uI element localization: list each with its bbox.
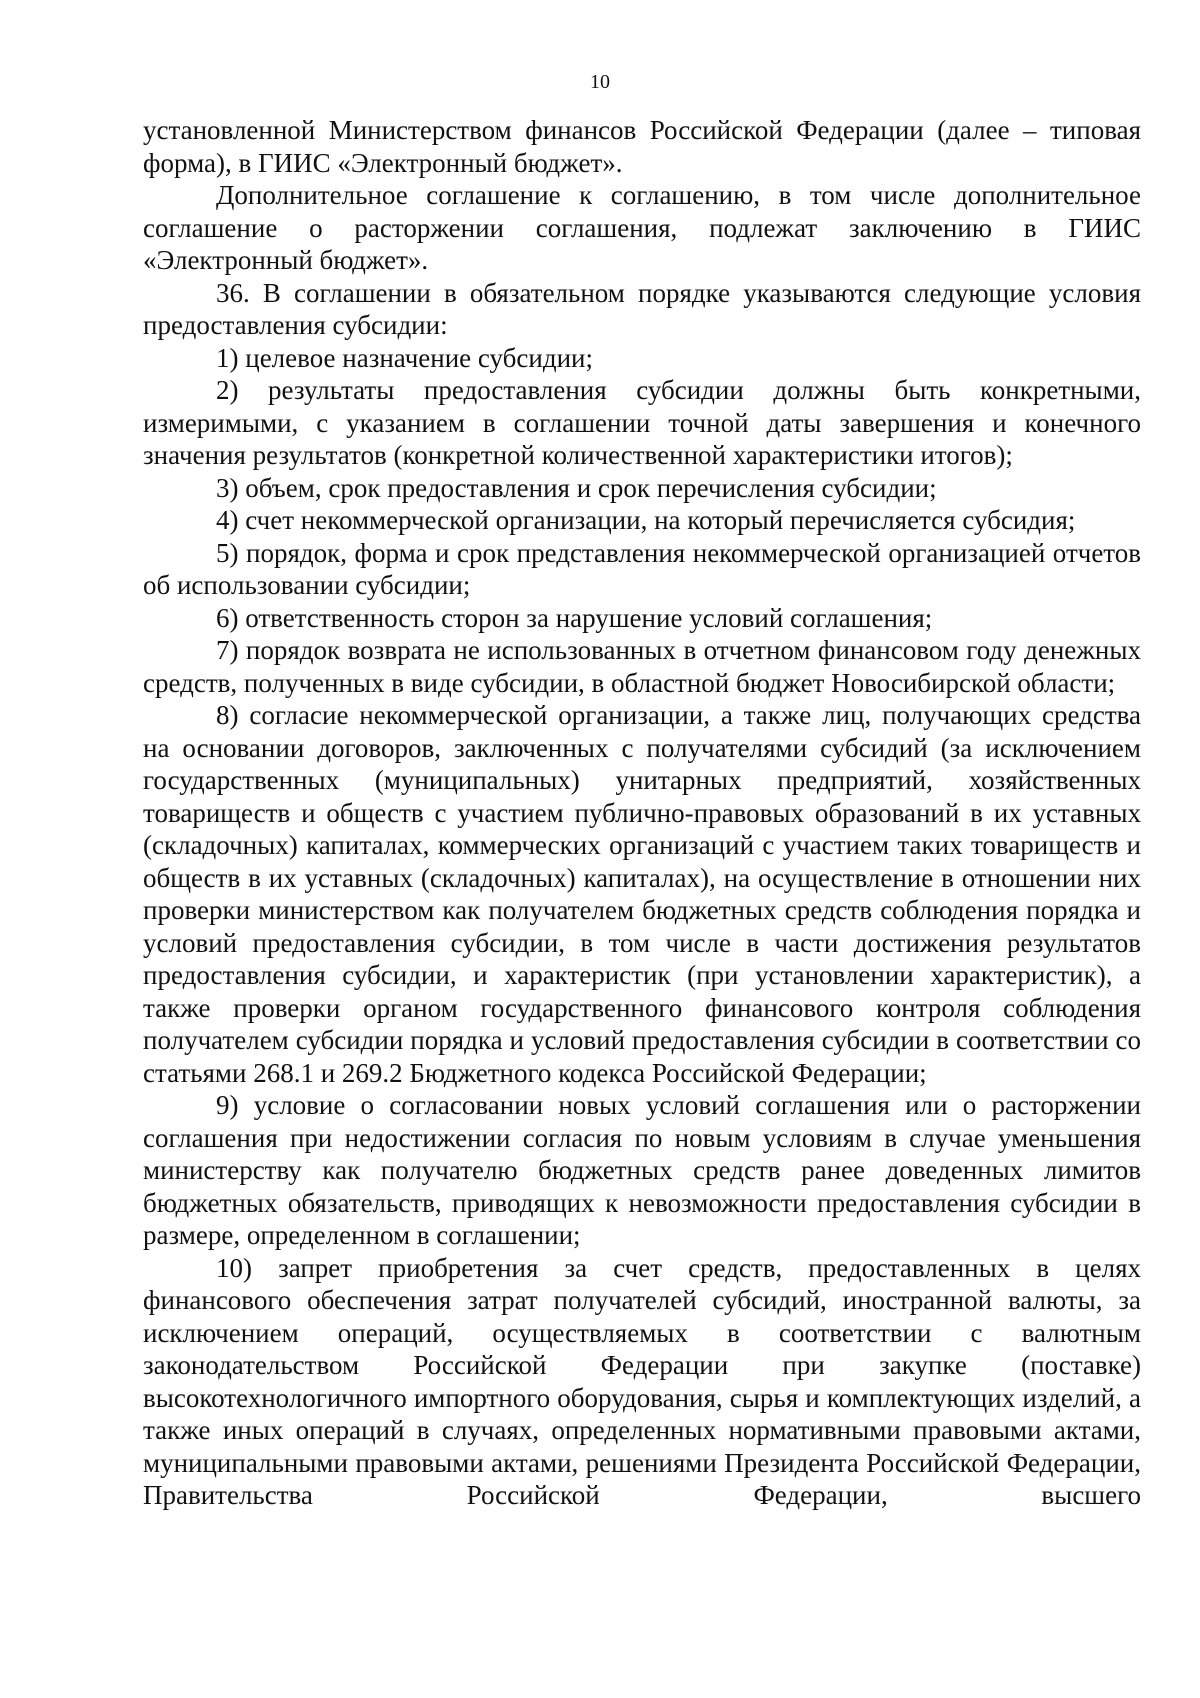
paragraph-typical-form-continuation: установленной Министерством финансов Российской Федерации (далее – типовая форма), в ГИИС «Электронный бюджет». <box>143 115 1141 178</box>
list-item-8-consent-to-audit: 8) согласие некоммерческой организации, а также лиц, получающих средства на основании договоров, заключенных с получателями субсидий (за исключением государственных (муниципальных) унитарных предприятий, хозяйственных товариществ и обществ с участием публично-правовых образований в их уставных (складочных) капиталах, коммерческих организаций с участием таких товариществ и обществ в их уставных (складочных) капиталах), на осуществление в отношении них проверки министерством как получателем бюджетных средств соблюдения порядка и условий предоставления субсидии, в том числе в части достижения результатов предоставления субсидии, и характеристик (при установлении характеристик), а также проверки органом государственного финансового контроля соблюдения получателем субсидии порядка и условий предоставления субсидии в соответствии со статьями 268.1 и 269.2 Бюджетного кодекса Российской Федерации; <box>143 700 1141 1088</box>
list-item-4-account: 4) счет некоммерческой организации, на который перечисляется субсидия; <box>216 505 1076 535</box>
document-body <box>143 114 1141 1512</box>
list-item-2-results: 2) результаты предоставления субсидии должны быть конкретными, измеримыми, с указанием в соглашении точной даты завершения и конечного значения результатов (конкретной количественной характеристики итогов); <box>143 375 1141 470</box>
list-item-9-new-conditions: 9) условие о согласовании новых условий соглашения или о расторжении соглашения при недостижении согласия по новым условиям в случае уменьшения министерству как получателю бюджетных средств ранее доведенных лимитов бюджетных обязательств, приводящих к невозможности предоставления субсидии в размере, определенном в соглашении; <box>143 1090 1141 1250</box>
list-item-10-currency-ban: 10) запрет приобретения за счет средств, предоставленных в целях финансового обеспечения затрат получателей субсидий, иностранной валюты, за исключением операций, осуществляемых в соответствии с валютным законодательством Российской Федерации при закупке (поставке) высокотехнологичного импортного оборудования, сырья и комплектующих изделий, а также иных операций в случаях, определенных нормативными правовыми актами, муниципальными правовыми актами, решениями Президента Российской Федерации, Правительства Российской Федерации, высшего <box>143 1252 1141 1510</box>
list-item-5-reporting: 5) порядок, форма и срок представления некоммерческой организацией отчетов об использовании субсидии; <box>143 537 1141 600</box>
list-item-7-refund: 7) порядок возврата не использованных в отчетном финансовом году денежных средств, полученных в виде субсидии, в областной бюджет Новосибирской области; <box>143 635 1141 698</box>
list-item-1-purpose: 1) целевое назначение субсидии; <box>216 342 593 373</box>
page-number: 10 <box>590 71 610 93</box>
paragraph-additional-agreement: Дополнительное соглашение к соглашению, в том числе дополнительное соглашение о расторжении соглашения, подлежат заключению в ГИИС «Электронный бюджет». <box>143 180 1141 275</box>
list-item-6-responsibility: 6) ответственность сторон за нарушение условий соглашения; <box>216 602 933 633</box>
paragraph-36-agreement-conditions: 36. В соглашении в обязательном порядке указываются следующие условия предоставления субсидии: <box>143 277 1141 340</box>
list-item-3-amount-terms: 3) объем, срок предоставления и срок перечисления субсидии; <box>216 472 937 503</box>
